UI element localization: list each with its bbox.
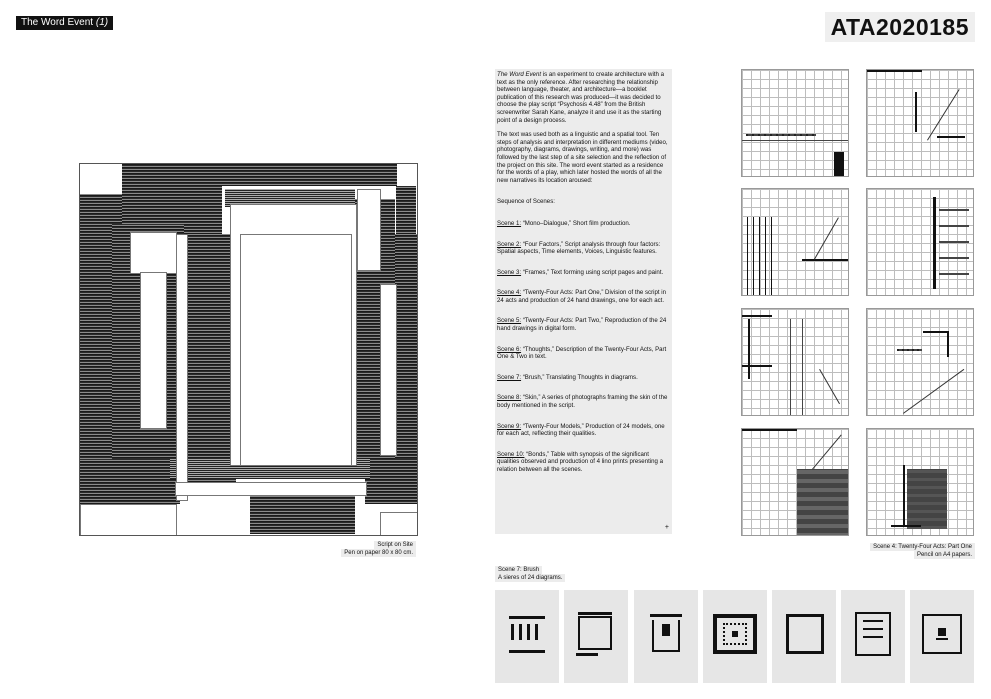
title-text: The Word Event	[21, 17, 94, 28]
scene-entry: Scene 6: “Thoughts,” Description of the Twenty-Four Acts, Part One & Two in text.	[497, 345, 667, 361]
scene-entry: Scene 9: “Twenty-Four Models,” Production of 24 models, one for each act, reflecting their qualities.	[497, 422, 665, 438]
brush-diagram	[703, 590, 767, 683]
brush-diagram	[495, 590, 559, 683]
brush-caption-title: Scene 7: Brush	[495, 566, 542, 574]
intro-paragraph	[497, 71, 670, 124]
script-caption	[300, 541, 416, 557]
act-drawing	[866, 188, 974, 296]
intro-rest: is an experiment to create architecture with a text as the only reference. After researching the relationship between language, theater, and architecture—a booklet publication of this research was produced—it was decided to choose the play script “Psychosis 4.48” from the British screenwriter Sarah Kane, analyze it and use it as the starting point of a design process.	[497, 71, 664, 124]
scene-entry: Scene 2: “Four Factors,” Script analysis through four factors: Spatial aspects, Time elements, Voices, Linguistic features.	[497, 240, 661, 256]
script-caption-title: Script on Site	[374, 541, 416, 549]
scene-entry: Scene 7: “Brush,” Translating Thoughts in diagrams.	[497, 373, 638, 381]
paragraph-2: The text was used both as a linguistic and a spatial tool. Ten steps of analysis and interpretation in different mediums (video, photography, diagrams, drawings, writing, and more) was followed by the last step of a site selection and the reflection of the project on this site. The word event started as a residence for the words of a play, which later hosted the words of all the new narratives its location aroused:	[497, 131, 668, 184]
description-text	[495, 69, 672, 534]
act-drawing	[741, 188, 849, 296]
act-drawing	[866, 308, 974, 416]
scene-entry: Scene 1: “Mono–Dialogue,” Short film production.	[497, 219, 631, 227]
scene-entry: Scene 4: “Twenty-Four Acts: Part One,” Division of the script in 24 acts and production of 24 hand drawings, one for each act.	[497, 289, 667, 304]
act-drawing	[866, 69, 974, 177]
act-drawing	[866, 428, 974, 536]
brush-caption	[495, 566, 565, 582]
scene-entry: Scene 8: “Skin,” A series of photographs framing the skin of the body mentioned in the script.	[497, 394, 668, 410]
scene-entry: Scene 10: “Bonds,” Table with synopsis of the significant qualities observed and production of 4 lino prints presenting a relation between all the scenes.	[497, 450, 663, 473]
act-drawing	[741, 428, 849, 536]
plus-mark: +	[664, 524, 669, 532]
title-number: (1)	[95, 17, 109, 28]
sequence-heading: Sequence of Scenes:	[497, 198, 555, 206]
intro-title: The Word Event	[497, 71, 542, 78]
script-caption-detail: Pen on paper 80 x 80 cm.	[341, 549, 416, 557]
act-drawing	[741, 308, 849, 416]
act-drawing	[741, 69, 849, 177]
scene-entry: Scene 3: “Frames,” Text forming using script pages and paint.	[497, 268, 664, 276]
acts-caption-detail: Pencil on A4 papers.	[914, 551, 975, 559]
brush-diagram	[564, 590, 628, 683]
acts-caption-title: Scene 4: Twenty-Four Acts: Part One	[870, 543, 975, 551]
brush-caption-detail: A sieres of 24 diagrams.	[495, 574, 565, 582]
brush-diagram	[841, 590, 905, 683]
project-code: ATA2020185	[825, 12, 975, 42]
acts-caption	[760, 543, 975, 559]
scene-entry: Scene 5: “Twenty-Four Acts: Part Two,” Reproduction of the 24 hand drawings in digital form.	[497, 317, 667, 333]
brush-diagram	[634, 590, 698, 683]
page-title	[16, 16, 113, 30]
brush-diagram	[910, 590, 974, 683]
script-on-site-drawing	[79, 163, 418, 536]
brush-diagram	[772, 590, 836, 683]
